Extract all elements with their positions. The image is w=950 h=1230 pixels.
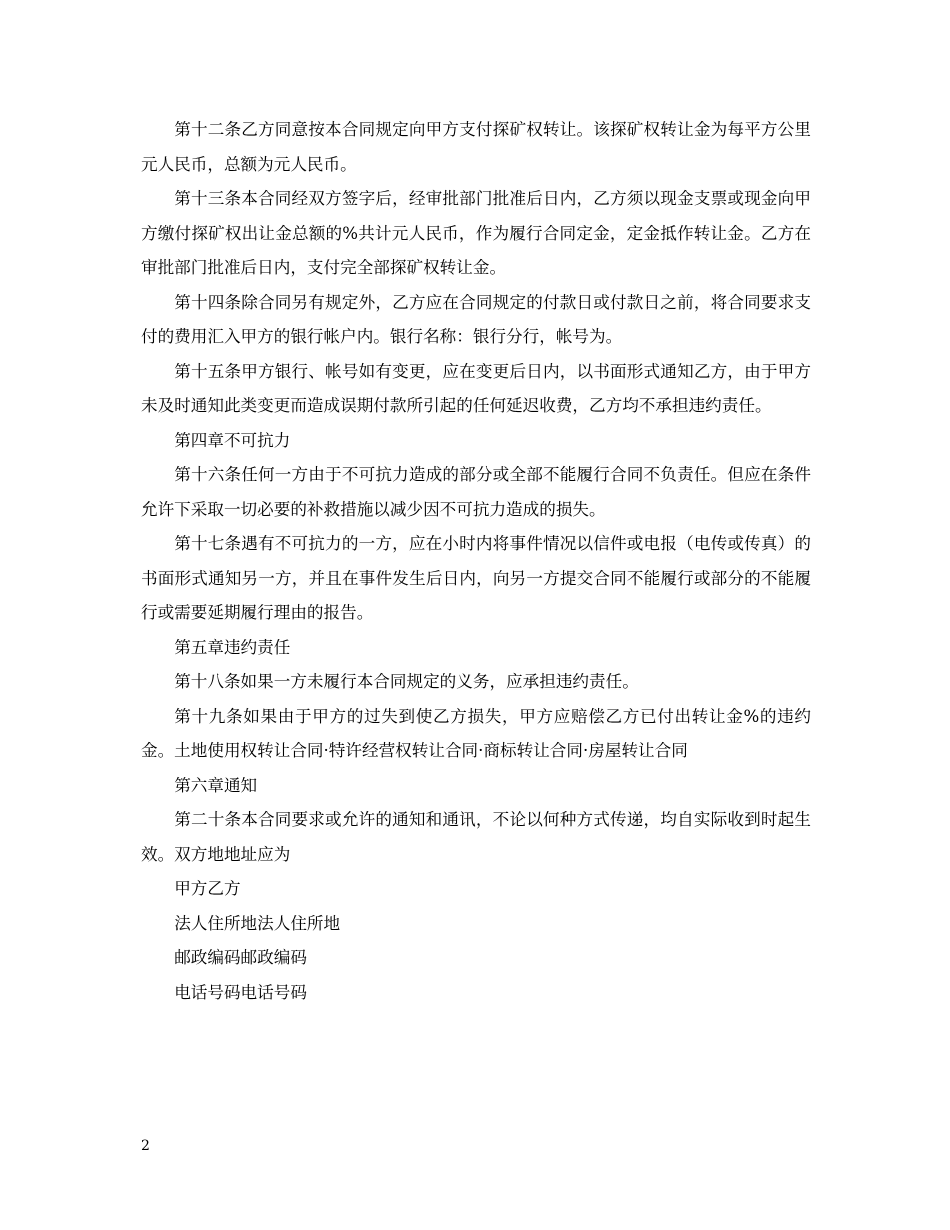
party-labels-line: 甲方乙方 [174,879,241,898]
article-19-paragraph: 第十九条如果由于甲方的过失到使乙方损失，甲方应赔偿乙方已付出转让金%的违约金。土地使用权转让合同·特许经营权转让合同·商标转让合同·房屋转让合同 [141,706,811,760]
article-16-paragraph: 第十六条任何一方由于不可抗力造成的部分或全部不能履行合同不负责任。但应在条件允许下采取一切必要的补救措施以减少因不可抗力造成的损失。 [141,465,811,519]
chapter-5-heading: 第五章违约责任 [174,637,291,657]
postal-code-labels-line: 邮政编码邮政编码 [174,948,307,967]
article-18-paragraph: 第十八条如果一方未履行本合同规定的义务，应承担违约责任。 [174,672,639,691]
article-12-paragraph: 第十二条乙方同意按本合同规定向甲方支付探矿权转让。该探矿权转让金为每平方公里元人民币，总额为元人民币。 [141,120,811,174]
phone-labels-line: 电话号码电话号码 [174,982,307,1002]
address-labels-line: 法人住所地法人住所地 [174,913,341,933]
article-14-paragraph: 第十四条除合同另有规定外，乙方应在合同规定的付款日或付款日之前，将合同要求支付的费用汇入甲方的银行帐户内。银行名称：银行分行，帐号为。 [141,292,811,346]
chapter-4-heading: 第四章不可抗力 [174,430,291,450]
document-body [141,113,811,1010]
page-number: 2 [141,1138,150,1154]
article-17-paragraph: 第十七条遇有不可抗力的一方，应在小时内将事件情况以信件或电报（电传或传真）的书面形式通知另一方，并且在事件发生后日内，向另一方提交合同不能履行或部分的不能履行或需要延期履行理由的报告。 [141,534,811,622]
article-15-paragraph: 第十五条甲方银行、帐号如有变更，应在变更后日内，以书面形式通知乙方，由于甲方未及时通知此类变更而造成误期付款所引起的任何延迟收费，乙方均不承担违约责任。 [141,361,811,415]
article-20-paragraph: 第二十条本合同要求或允许的通知和通讯，不论以何种方式传递，均自实际收到时起生效。双方地地址应为 [141,810,811,864]
chapter-6-heading: 第六章通知 [174,775,258,795]
article-13-paragraph: 第十三条本合同经双方签字后，经审批部门批准后日内，乙方须以现金支票或现金向甲方缴付探矿权出让金总额的%共计元人民币，作为履行合同定金，定金抵作转让金。乙方在审批部门批准后日内，支付完全部探矿权转让金。 [141,189,811,277]
